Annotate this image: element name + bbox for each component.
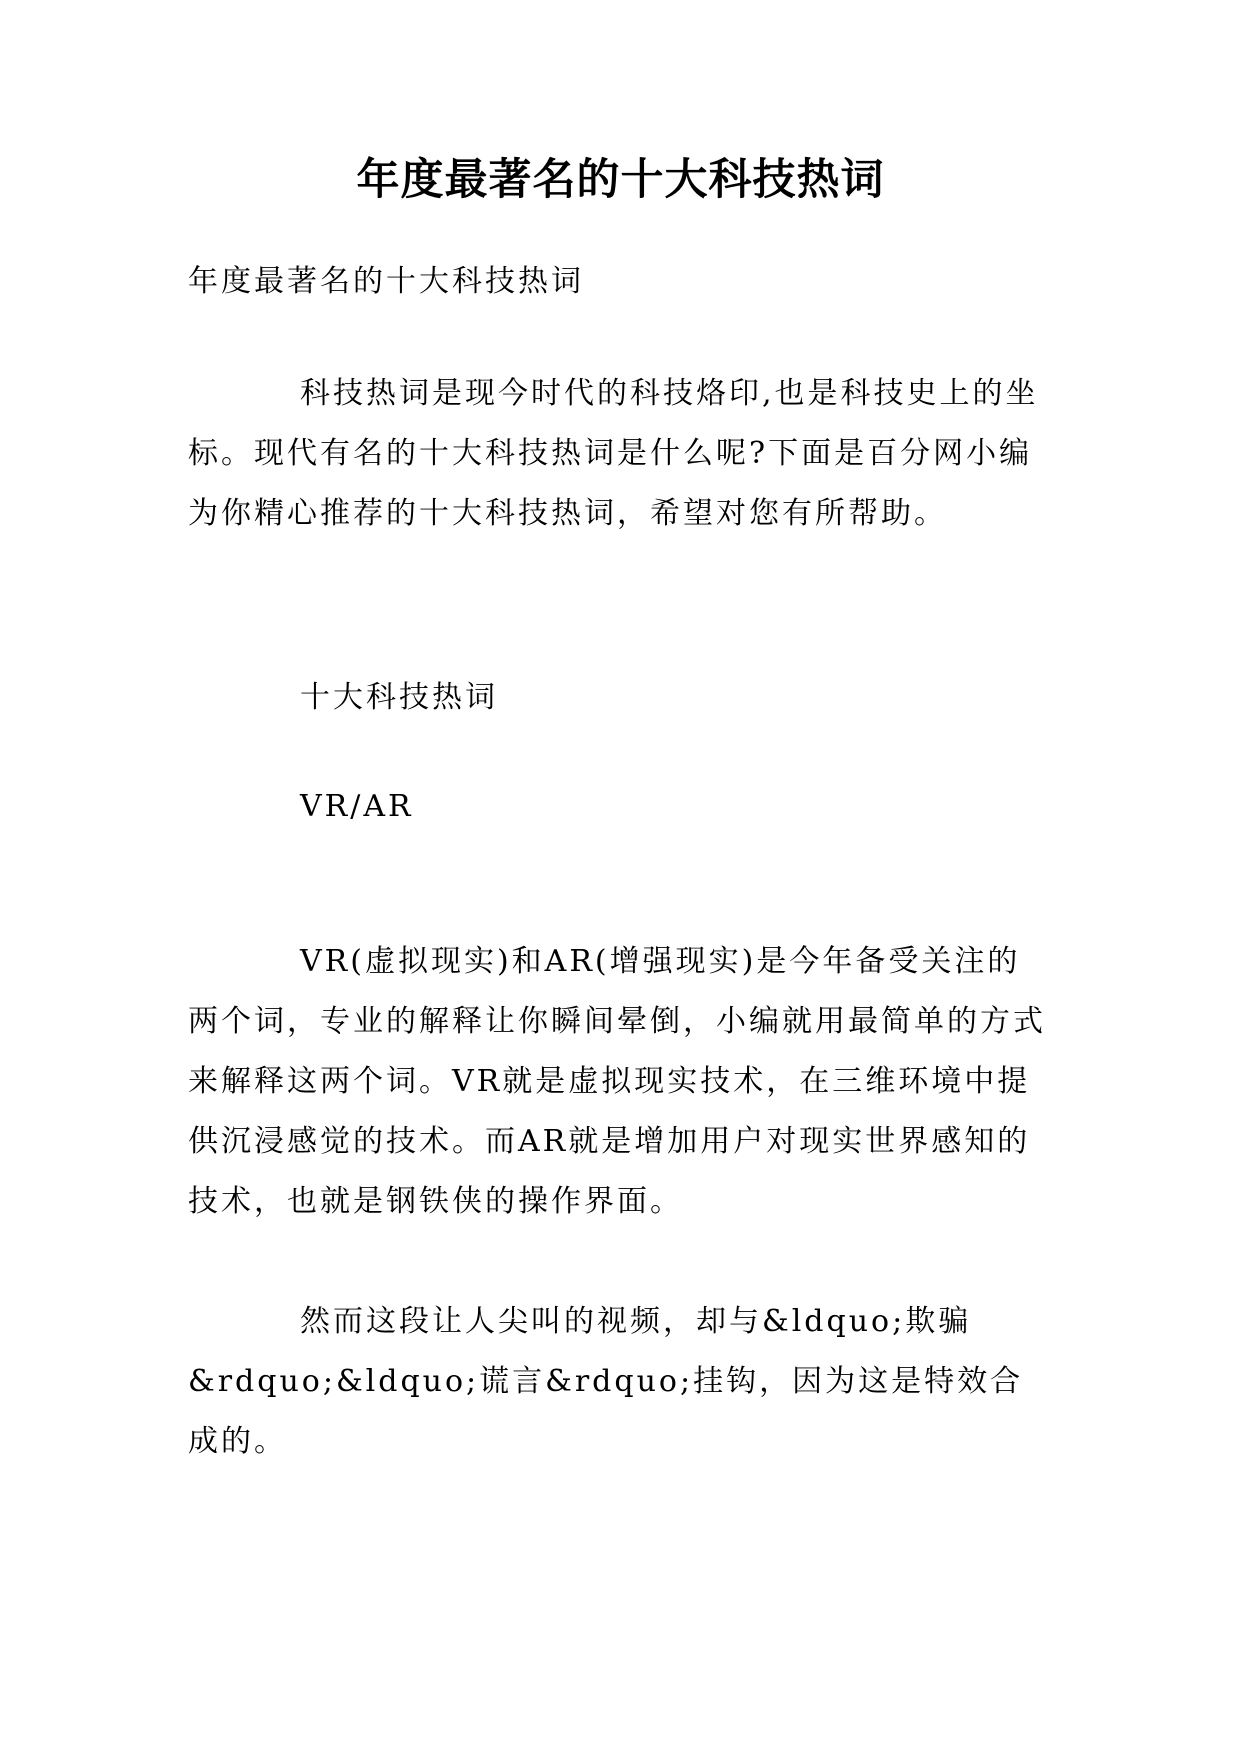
closing-paragraph: 然而这段让人尖叫的视频，却与&ldquo;欺骗&rdquo;&ldquo;谎言&rdquo;挂钩，因为这是特效合成的。 bbox=[188, 1304, 1024, 1459]
intro-paragraph: 科技热词是现今时代的科技烙印,也是科技史上的坐标。现代有名的十大科技热词是什么呢?下面是百分网小编为你精心推荐的十大科技热词，希望对您有所帮助。 bbox=[188, 376, 1039, 531]
section-heading: 十大科技热词 bbox=[300, 680, 498, 715]
document-title: 年度最著名的十大科技热词 bbox=[356, 155, 885, 205]
document-subtitle: 年度最著名的十大科技热词 bbox=[188, 264, 584, 299]
item-heading-vr-ar: VR/AR bbox=[300, 789, 414, 824]
vr-ar-paragraph: VR(虚拟现实)和AR(增强现实)是今年备受关注的两个词，专业的解释让你瞬间晕倒，小编就用最简单的方式来解释这两个词。VR就是虚拟现实技术，在三维环境中提供沉浸感觉的技术。而AR就是增加用户对现实世界感知的技术，也就是钢铁侠的操作界面。 bbox=[188, 944, 1046, 1219]
